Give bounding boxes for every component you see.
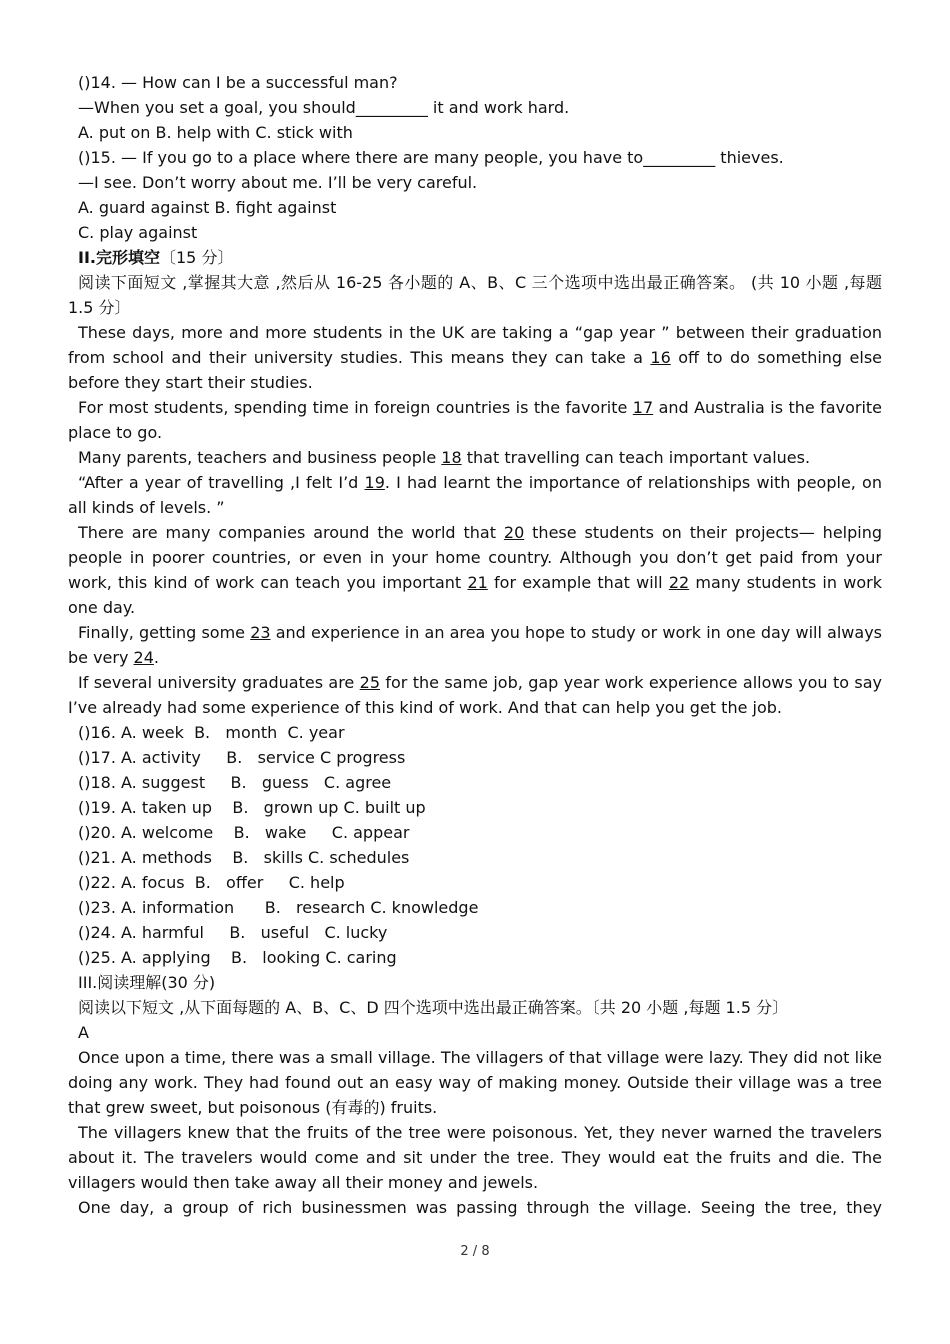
q15-question-after: thieves. — [715, 148, 784, 167]
passage-a-paragraph-2: The villagers knew that the fruits of the tree were poisonous. Yet, they never warned the travelers about it. The travelers would come and sit under the tree. They would eat the fruits and die. The villagers would then take away all their money and jewels. — [68, 1123, 882, 1192]
option-line-25: ()25. A. applying B. looking C. caring — [78, 948, 397, 967]
blank-16: 16 — [650, 348, 671, 367]
passage-paragraph-1 — [68, 320, 882, 395]
blank-22: 22 — [668, 573, 690, 592]
option-line-18: ()18. A. suggest B. guess C. agree — [78, 773, 392, 792]
passage-text: and Australia is the favorite place to go. — [68, 398, 882, 442]
passage-text: “After a year of travelling ,I felt I’d — [78, 473, 365, 492]
section3-title: III.阅读理解(30 分) — [78, 973, 216, 992]
section2-title: II.完形填空 — [78, 248, 160, 267]
passage-text: these students on their projects— helping people in poorer countries, or even in your home country. Although you don’t get paid from your work, this kind of work can teach you important — [68, 523, 883, 592]
q15-options-2: C. play against — [78, 223, 198, 242]
q14-answer — [68, 95, 882, 120]
passage-text: Finally, getting some — [78, 623, 251, 642]
section2-score: 〔15 分〕 — [160, 248, 234, 267]
passage-text: These days, more and more students in the UK are taking a “gap year ” between their graduation from school and their university studies. This means they can take a — [68, 323, 882, 367]
q14-answer-after: it and work hard. — [427, 98, 570, 117]
option-line-20: ()20. A. welcome B. wake C. appear — [78, 823, 410, 842]
section3-instructions: 阅读以下短文 ,从下面每题的 A、B、C、D 四个选项中选出最正确答案。〔共 20 小题 ,每题 1.5 分〕 — [78, 998, 789, 1017]
passage-text: many students in work one day. — [68, 573, 882, 617]
section2-instructions: 阅读下面短文 ,掌握其大意 ,然后从 16-25 各小题的 A、B、C 三个选项中选出最正确答案。 (共 10 小题 ,每题 1.5 分〕 — [68, 273, 882, 317]
passage-text: For most students, spending time in foreign countries is the favorite — [78, 398, 633, 417]
passage-paragraph-7 — [68, 670, 882, 720]
blank-20: 20 — [503, 523, 525, 542]
blank-17: 17 — [632, 398, 654, 417]
passage-a-paragraph-1: Once upon a time, there was a small village. The villagers of that village were lazy. They did not like doing any work. They had found out an easy way of making money. Outside their village was a tree that grew sweet, but poisonous (有毒的) fruits. — [68, 1048, 882, 1117]
passage-text: Many parents, teachers and business people — [78, 448, 442, 467]
q15-question-before: ()15. — If you go to a place where there are many people, you have to — [78, 148, 644, 167]
passage-a-paragraph-3: One day, a group of rich businessmen was passing through the village. Seeing the tree, they — [78, 1198, 882, 1217]
q14-blank: _________ — [355, 98, 428, 117]
passage-text: . I had learnt the importance of relationships with people, on all kinds of levels. ” — [68, 473, 882, 517]
q14-answer-before: —When you set a goal, you should — [78, 98, 356, 117]
passage-text: that travelling can teach important values. — [461, 448, 811, 467]
document-page — [68, 70, 882, 1220]
blank-21: 21 — [467, 573, 488, 592]
passage-text: off to do something else before they start their studies. — [68, 348, 883, 392]
passage-text: There are many companies around the world that — [78, 523, 504, 542]
option-line-23: ()23. A. information B. research C. knowledge — [78, 898, 479, 917]
passage-text: . — [153, 648, 159, 667]
option-line-21: ()21. A. methods B. skills C. schedules — [78, 848, 410, 867]
passage-text: for example that will — [487, 573, 669, 592]
q14-question: ()14. — How can I be a successful man? — [78, 73, 398, 92]
q15-options-1: A. guard against B. fight against — [78, 198, 337, 217]
blank-23: 23 — [250, 623, 271, 642]
passage-a-label: A — [78, 1023, 89, 1042]
q15-question — [68, 145, 882, 170]
q15-answer: —I see. Don’t worry about me. I’ll be very careful. — [78, 173, 478, 192]
option-line-19: ()19. A. taken up B. grown up C. built up — [78, 798, 426, 817]
option-line-16: ()16. A. week B. month C. year — [78, 723, 345, 742]
blank-25: 25 — [359, 673, 381, 692]
q14-options: A. put on B. help with C. stick with — [78, 123, 353, 142]
passage-paragraph-4 — [68, 470, 882, 520]
blank-19: 19 — [364, 473, 385, 492]
blank-24: 24 — [133, 648, 154, 667]
page-number: 2 / 8 — [460, 1244, 490, 1259]
option-line-24: ()24. A. harmful B. useful C. lucky — [78, 923, 388, 942]
blank-18: 18 — [441, 448, 462, 467]
passage-text: If several university graduates are — [78, 673, 360, 692]
passage-paragraph-2 — [68, 395, 882, 445]
option-line-22: ()22. A. focus B. offer C. help — [78, 873, 345, 892]
passage-text: and experience in an area you hope to study or work in one day will always be very — [68, 623, 883, 667]
q15-blank: _________ — [643, 148, 716, 167]
passage-paragraph-6 — [68, 620, 882, 670]
option-line-17: ()17. A. activity B. service C progress — [78, 748, 406, 767]
passage-paragraph-5 — [68, 520, 882, 620]
section2-heading — [68, 245, 882, 270]
passage-paragraph-3 — [68, 445, 882, 470]
passage-text: for the same job, gap year work experience allows you to say I’ve already had some experience of this kind of work. And that can help you get the job. — [68, 673, 882, 717]
